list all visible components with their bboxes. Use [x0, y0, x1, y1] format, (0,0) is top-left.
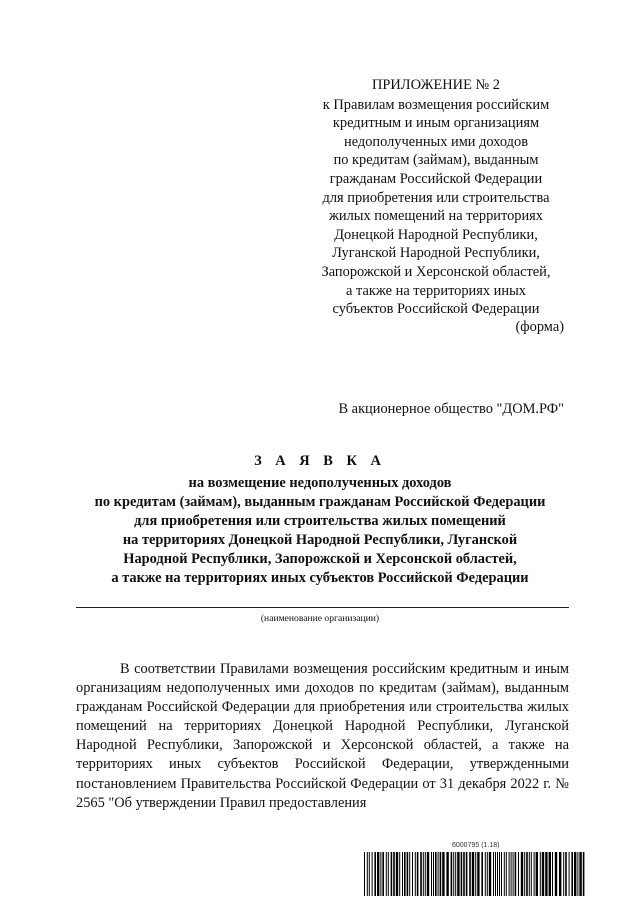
- subtitle-line: а также на территориях иных субъектов Российской Федерации: [111, 570, 529, 586]
- annex-line: по кредитам (займам), выданным: [333, 152, 539, 169]
- annex-block: [300, 76, 572, 319]
- subtitle-line: на возмещение недополученных доходов: [188, 475, 452, 491]
- annex-line: кредитным и иным организациям: [332, 115, 540, 132]
- annex-line: Запорожской и Херсонской областей,: [321, 263, 551, 280]
- body-paragraph: В соответствии Правилами возмещения российским кредитным и иным организациям недополученных ими доходов по кредитам (займам), выданным гражданам Российской Федерации для приобретения или строительства жилых помещений на территориях Донецкой Народной Республики, Луганской Народной Республики, Запорожской и Херсонской областей, а также на территориях иных субъектов Российской Федерации, утвержденными постановлением Правительства Российской Федерации от 31 декабря 2022 г. № 2565 "Об утверждении Правил предоставления: [76, 661, 569, 811]
- annex-line: Луганской Народной Республики,: [332, 245, 540, 262]
- annex-line: жилых помещений на территориях: [328, 208, 544, 225]
- annex-line: а также на территориях иных: [346, 282, 526, 299]
- document-subtitle: [40, 474, 600, 588]
- organization-name-caption: (наименование организации): [260, 613, 380, 624]
- annex-line: для приобретения или строительства: [322, 189, 550, 206]
- annex-line: гражданам Российской Федерации: [329, 170, 543, 187]
- form-label: (форма): [515, 319, 564, 335]
- document-title: З А Я В К А: [254, 453, 386, 469]
- subtitle-line: Народной Республики, Запорожской и Херсонской областей,: [123, 551, 517, 567]
- annex-line: Донецкой Народной Республики,: [334, 226, 538, 243]
- barcode: [364, 852, 586, 896]
- annex-line: к Правилам возмещения российским: [322, 96, 550, 113]
- subtitle-line: на территориях Донецкой Народной Республики, Луганской: [122, 532, 518, 548]
- subtitle-line: по кредитам (займам), выданным гражданам Российской Федерации: [94, 494, 546, 510]
- annex-line: субъектов Российской Федерации: [332, 301, 540, 318]
- annex-heading: ПРИЛОЖЕНИЕ № 2: [372, 77, 500, 93]
- organization-name-line: [76, 607, 569, 608]
- document-code: 6000795 (1.18): [452, 842, 500, 849]
- addressee: В акционерное общество "ДОМ.РФ": [338, 401, 564, 417]
- subtitle-line: для приобретения или строительства жилых помещений: [134, 513, 506, 529]
- annex-line: недополученных ими доходов: [344, 133, 528, 150]
